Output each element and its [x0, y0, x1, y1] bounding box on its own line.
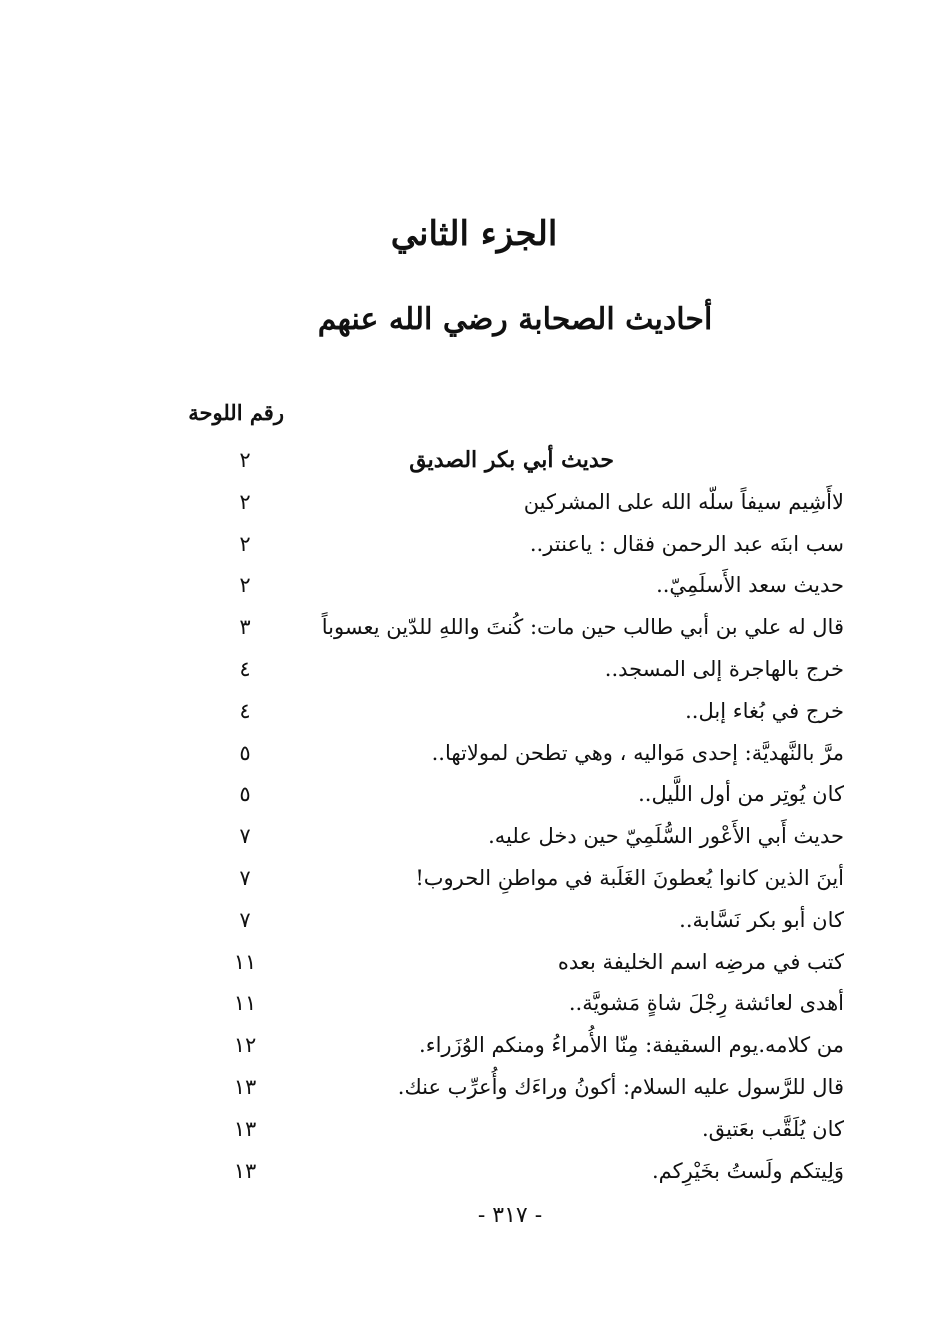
section-title: أحاديث الصحابة رضي الله عنهم — [317, 302, 713, 337]
index-entry-plate-number: ٢ — [239, 531, 251, 556]
index-entry-plate-number: ٢ — [239, 573, 251, 598]
index-entry-plate-number: ٤ — [239, 656, 251, 681]
index-entry-text: كان يُلَقَّب بعَتيق. — [701, 1116, 844, 1141]
index-entry-row — [0, 942, 948, 984]
index-entry-row — [0, 607, 948, 649]
index-entry-row — [0, 733, 948, 775]
index-entry-row — [0, 900, 948, 942]
index-entry-plate-number: ٥ — [239, 782, 251, 807]
index-entries — [0, 440, 948, 1192]
index-entry-text: كان يُوتِر من أول اللَّيل.. — [638, 782, 844, 807]
index-entry-text: لاأَشِيم سيفاً سلّه الله على المشركين — [523, 489, 844, 514]
index-entry-plate-number: ٢ — [239, 489, 251, 514]
index-entry-plate-number: ١٣ — [233, 1116, 257, 1141]
part-title: الجزء الثاني — [390, 214, 558, 254]
index-entry-text: كتب في مرضِه اسم الخليفة بعده — [557, 949, 844, 974]
index-entry-text: كان أبو بكر نَسَّابة.. — [679, 907, 844, 932]
index-entry-plate-number: ٤ — [239, 698, 251, 723]
index-entry-text: قال للرَّسول عليه السلام: أكونُ وراءَك وأُعرِّب عنك. — [397, 1074, 844, 1099]
index-entry-plate-number: ١٣ — [233, 1158, 257, 1183]
index-entry-plate-number: ٥ — [239, 740, 251, 765]
index-entry-text: أهدى لعائشة رِجْلَ شاةٍ مَشويَّة.. — [568, 991, 844, 1016]
index-entry-plate-number: ١٢ — [233, 1033, 257, 1058]
index-entry-row — [0, 983, 948, 1025]
index-entry-row — [0, 1067, 948, 1109]
index-entry-text: أينَ الذين كانوا يُعطونَ الغَلَبة في مواطنِ الحروب! — [415, 865, 844, 890]
page-number: - ٣١٧ - — [477, 1203, 543, 1228]
index-entry-plate-number: ٧ — [239, 907, 251, 932]
index-entry-text: خرج بالهاجرة إلى المسجد.. — [604, 656, 844, 681]
index-entry-row — [0, 524, 948, 566]
index-entry-text: قال له علي بن أبي طالب حين مات: كُنتَ واللهِ للدّين يعسوباً — [321, 615, 844, 640]
index-entry-row — [0, 691, 948, 733]
index-entry-text: خرج في بُغاء إبل.. — [685, 698, 844, 723]
index-entry-plate-number: ٧ — [239, 824, 251, 849]
index-entry-row — [0, 774, 948, 816]
index-entry-plate-number: ١١ — [233, 991, 257, 1016]
index-entry-row — [0, 649, 948, 691]
index-entry-text: مرَّ بالنَّهديَّة: إحدى مَواليه ، وهي تطحن لمولاتها.. — [431, 740, 844, 765]
index-entry-text: من كلامه.يوم السقيفة: مِنّا الأُمراءُ ومنكم الوُزَراء. — [419, 1033, 844, 1058]
index-subheading-text: حديث أبي بكر الصديق — [409, 447, 614, 473]
index-entry-text: وَلِيتكم ولَستُ بخَيْرِكم. — [651, 1158, 844, 1183]
index-entry-row — [0, 482, 948, 524]
index-subheading-row — [0, 440, 948, 482]
index-entry-row — [0, 816, 948, 858]
index-entry-row — [0, 858, 948, 900]
index-entry-text: سب ابنَه عبد الرحمن فقال : ياعنتر.. — [529, 531, 844, 556]
index-entry-row — [0, 565, 948, 607]
index-entry-row — [0, 1025, 948, 1067]
column-header-plate-number: رقم اللوحة — [188, 400, 284, 425]
index-entry-row — [0, 1151, 948, 1193]
index-entry-row — [0, 1109, 948, 1151]
index-entry-text: حديث سعد الأَسلَمِيّ.. — [656, 573, 844, 598]
index-entry-plate-number: ١١ — [233, 949, 257, 974]
index-entry-plate-number: ٧ — [239, 865, 251, 890]
index-entry-text: حديث أَبي الأَعْور السُّلَمِيّ حين دخل عليه. — [488, 824, 844, 849]
index-entry-plate-number: ٢ — [239, 448, 251, 472]
index-entry-plate-number: ١٣ — [233, 1074, 257, 1099]
index-entry-plate-number: ٣ — [239, 615, 251, 640]
